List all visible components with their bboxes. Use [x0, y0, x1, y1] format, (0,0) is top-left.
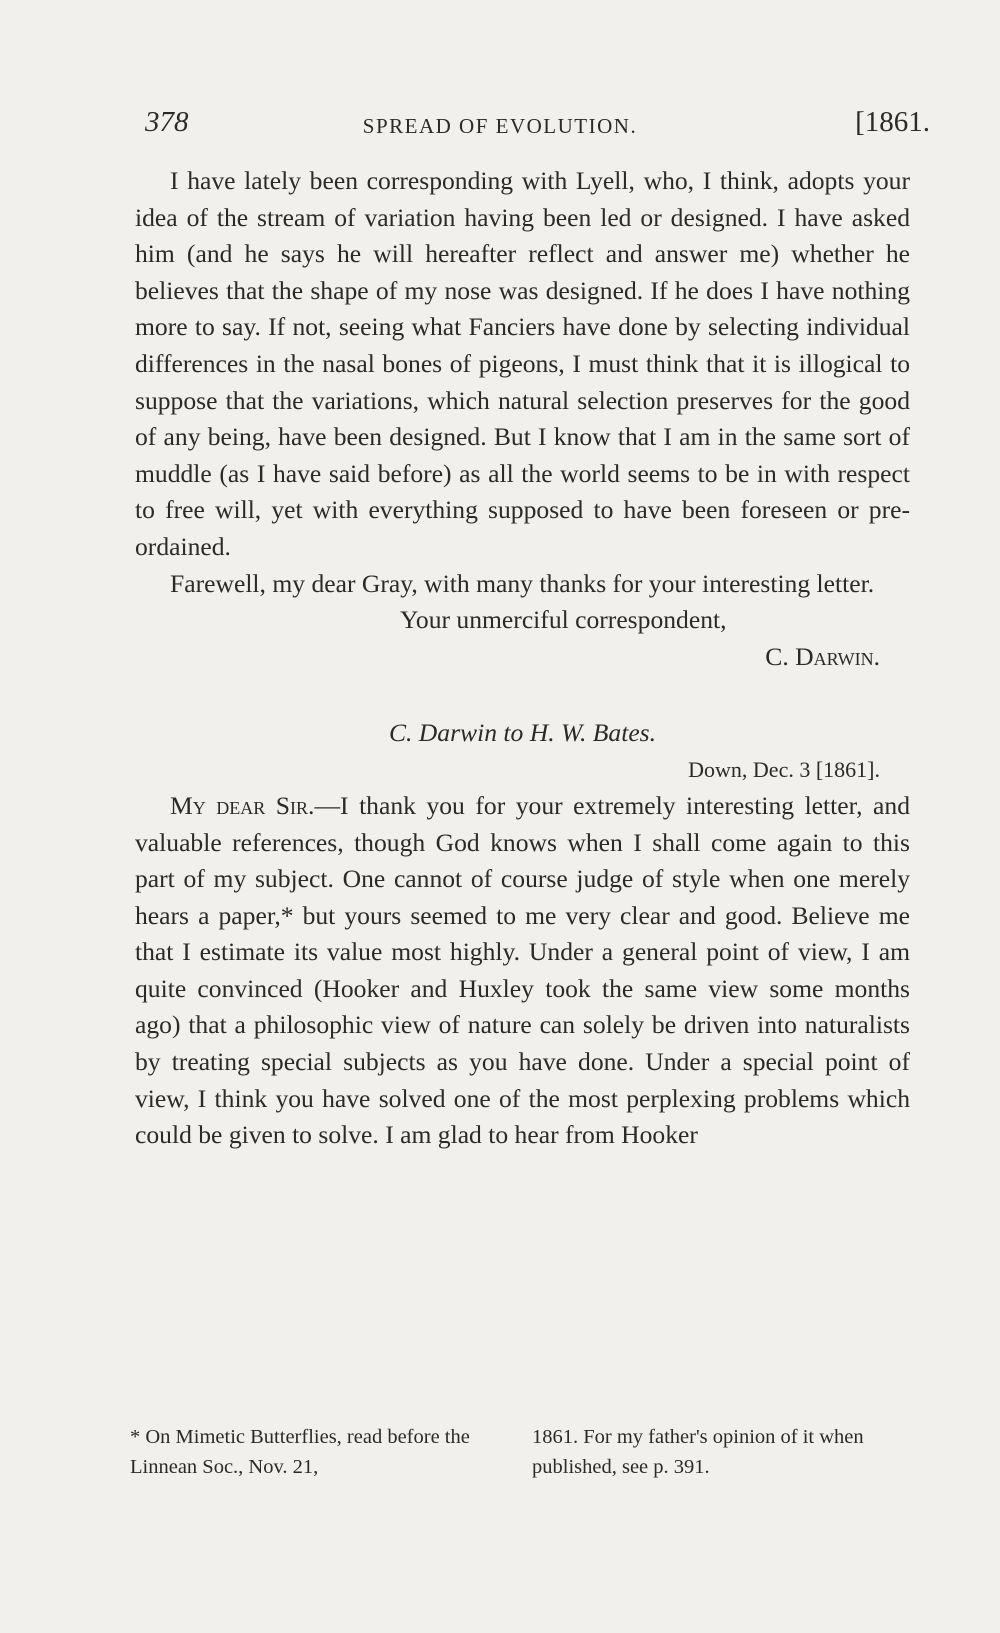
letter1-closing: Your unmerciful correspondent, — [400, 605, 727, 635]
letter2-salutation: My dear Sir. — [170, 790, 315, 820]
running-title: SPREAD OF EVOLUTION. — [362, 114, 638, 138]
letter1-paragraph2: Farewell, my dear Gray, with many thanks for your interesting letter. — [170, 568, 875, 598]
letter2-dateline: Down, Dec. 3 [1861]. — [688, 756, 880, 782]
page-header — [0, 106, 1000, 146]
letter1-paragraph1: I have lately been corresponding with Lyell, who, I think, adopts your idea of the stream of variation having been led or designed. I have asked him (and he says he will hereafter reflect and answer me) whether he believes that the shape of my nose was designed. If he does I have nothing more to say. If not, seeing what Fanciers have done by selecting individual differences in the nasal bones of pigeons, I must think that it is illogical to suppose that the variations, which natural selection preserves for the good of any being, have been designed. But I know that I am in the same sort of muddle (as I have said before) as all the world seems to be in with respect to free will, yet with everything supposed to have been foreseen or pre-ordained. — [135, 166, 910, 561]
page-body — [135, 163, 910, 1154]
letter1-signature: C. Darwin. — [765, 641, 880, 671]
letter2-heading: C. Darwin to H. W. Bates. — [388, 718, 657, 748]
page-number: 378 — [145, 106, 189, 138]
letter2-body-text: —I thank you for your extremely interesting letter, and valuable references, though God knows when I shall come again to this part of my subject. One cannot of course judge of style when one merely hears a paper,* but yours seemed to me very clear and good. Believe me that I estimate its value most highly. Under a general point of view, I am quite convinced (Hooker and Huxley took the same view some months ago) that a philosophic view of nature can solely be driven into naturalists by treating special subjects as you have done. Under a special point of view, I think you have solved one of the most perplexing problems which could be given to solve. I am glad to hear from Hooker — [135, 790, 910, 1150]
footnote-col2: 1861. For my father's opinion of it when published, see p. 391. — [532, 1426, 864, 1478]
header-year: [1861. — [855, 106, 930, 138]
footnote-col1: * On Mimetic Butterflies, read before the Linnean Soc., Nov. 21, — [130, 1426, 470, 1478]
letter2-body — [135, 788, 910, 1154]
